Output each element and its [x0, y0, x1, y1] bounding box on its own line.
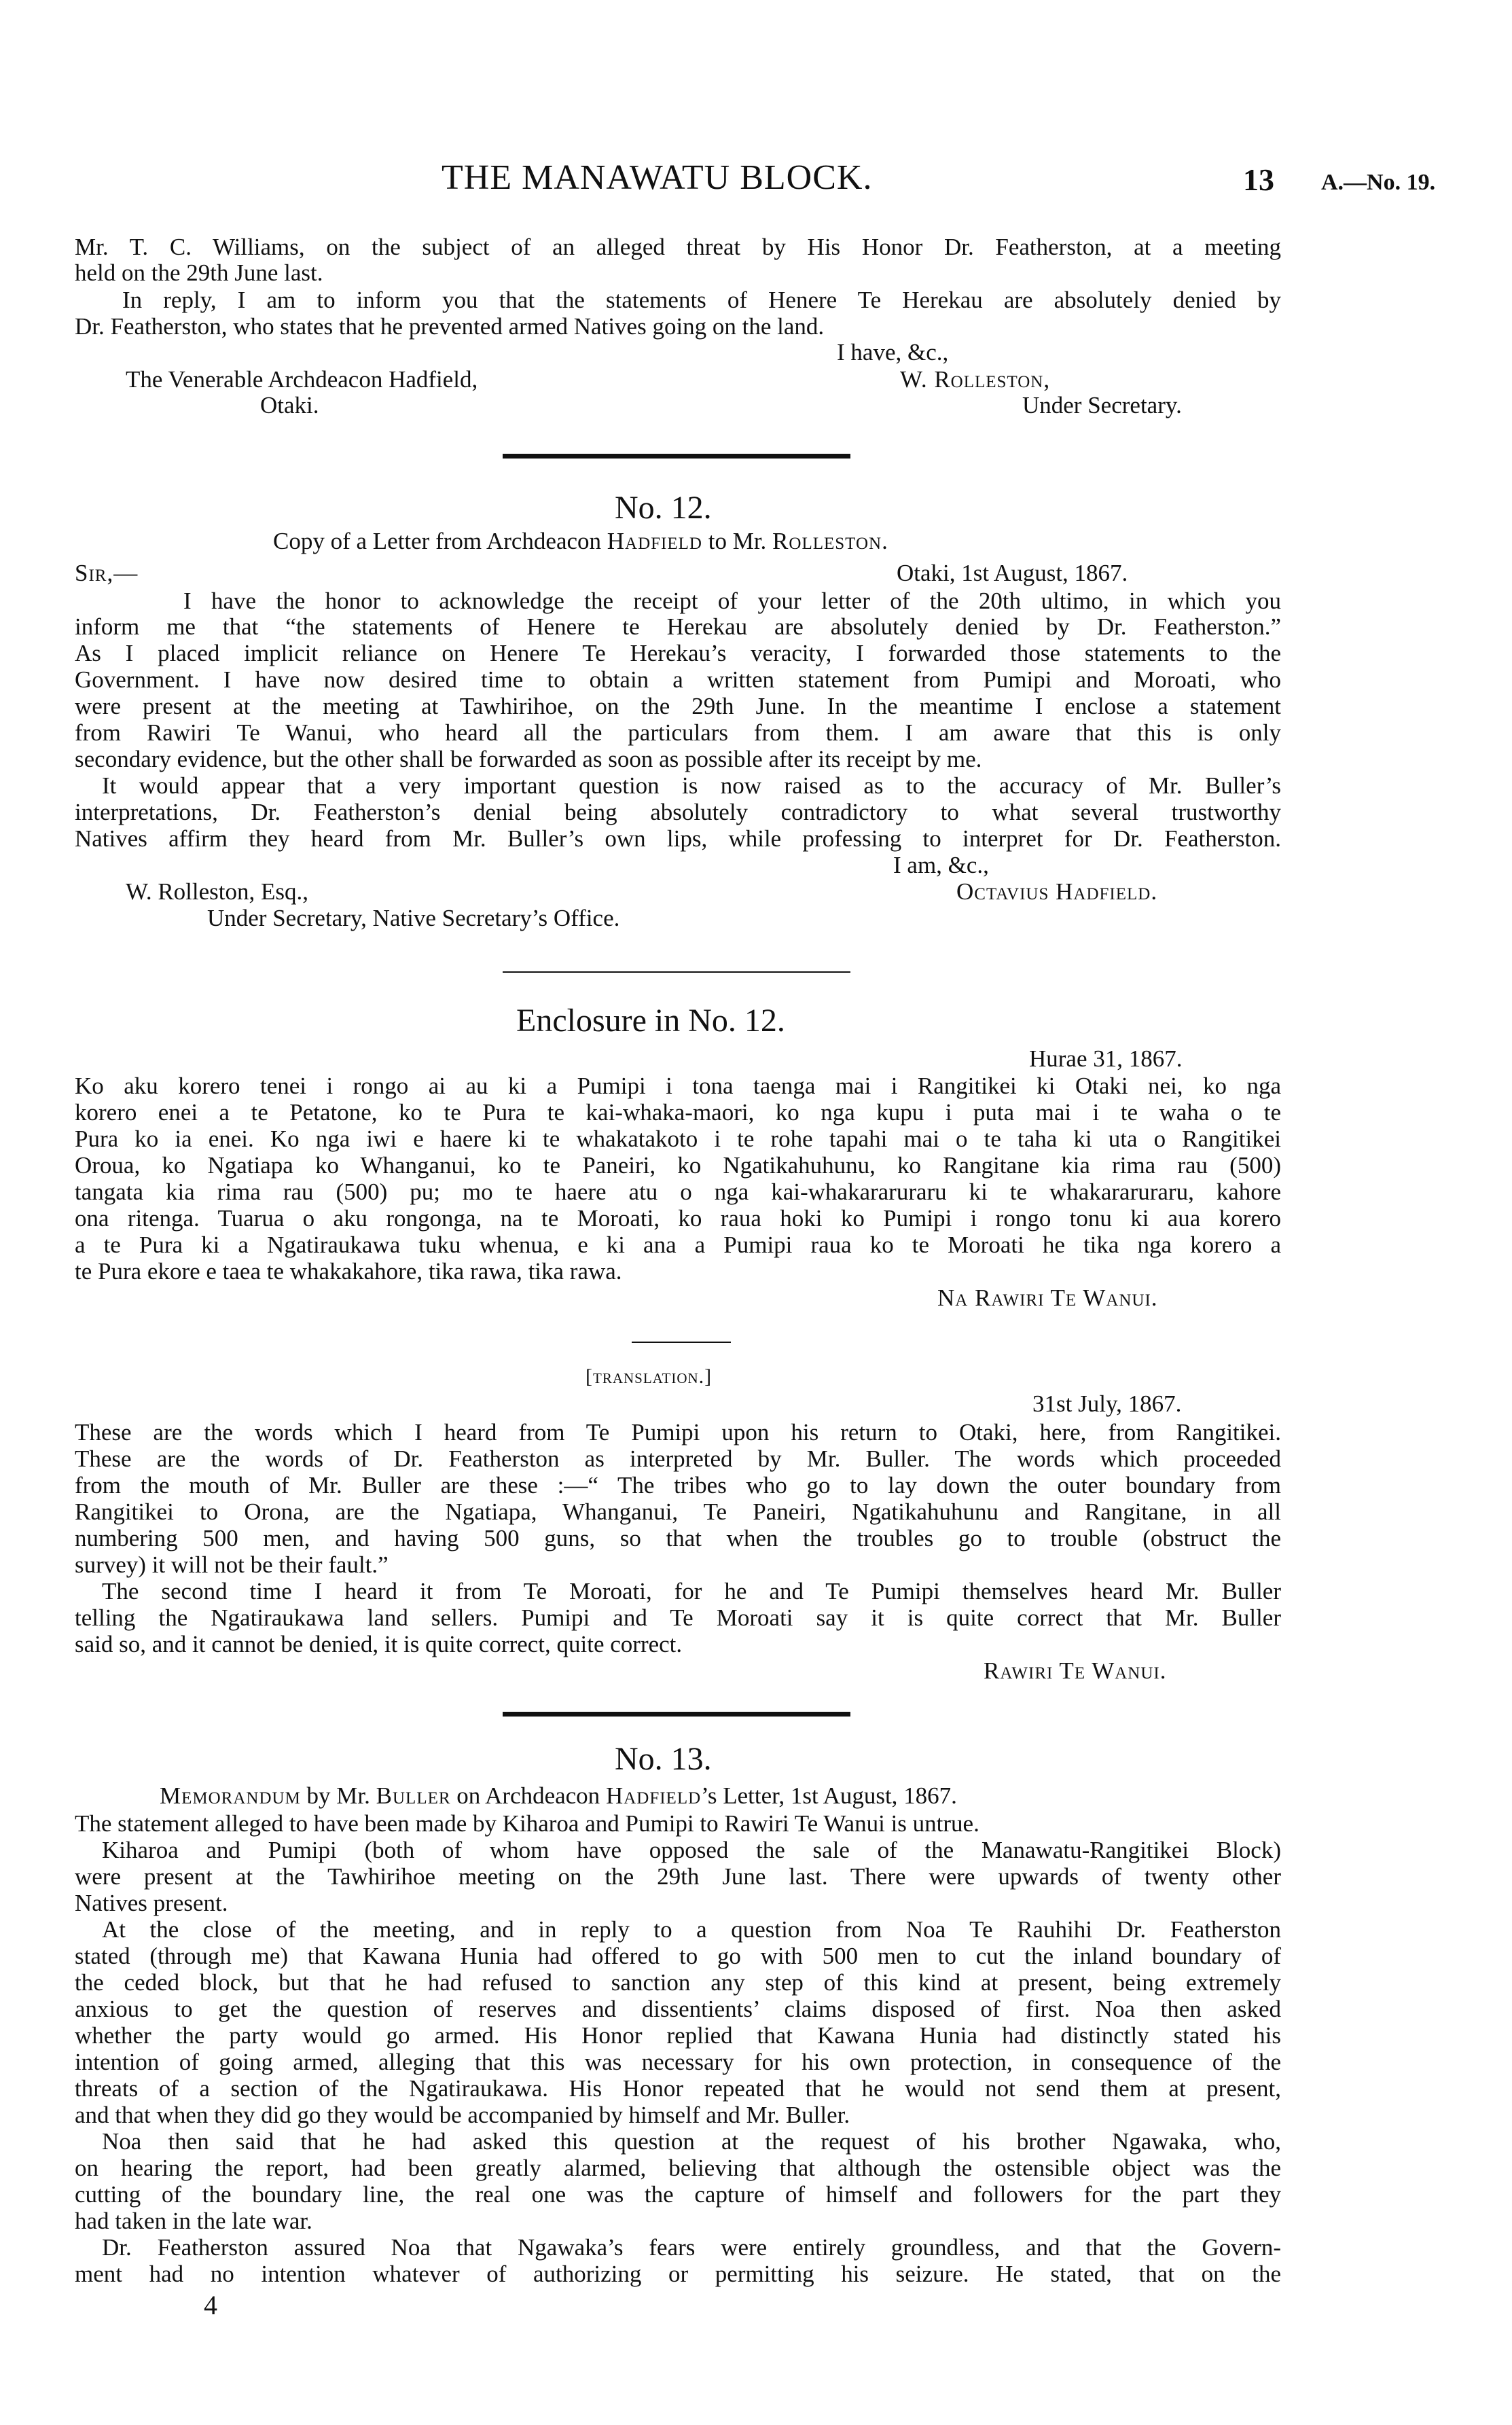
no12-body-line: I have the honor to acknowledge the receipt of your letter of the 20th ultimo, in which you	[183, 588, 1281, 614]
no13-line: intention of going armed, alleging that this was necessary for his own protection, in consequence of the	[75, 2049, 1281, 2075]
no12-closing: I am, &c.,	[893, 852, 989, 878]
intro-signer-title: Under Secretary.	[1022, 392, 1182, 418]
intro-line-3: In reply, I am to inform you that the statements of Henere Te Herekau are absolutely denied by	[122, 287, 1281, 313]
translation-line: These are the words of Dr. Featherston as interpreted by Mr. Buller. The words which proceeded	[75, 1445, 1281, 1472]
no13-line: on hearing the report, had been greatly alarmed, believing that although the ostensible object was the	[75, 2155, 1281, 2181]
intro-line-2: held on the 29th June last.	[75, 259, 323, 286]
no13-line: The statement alleged to have been made by Kiharoa and Pumipi to Rawiri Te Wanui is untrue.	[75, 1810, 979, 1837]
no12-signer: Octavius Hadfield.	[956, 878, 1158, 905]
no13-line: the ceded block, but that he had refused to sanction any step of this kind at present, being extremely	[75, 1969, 1281, 1996]
intro-addressee-place: Otaki.	[260, 392, 319, 418]
translation-line: numbering 500 men, and having 500 guns, so that when the troubles go to trouble (obstruct the	[75, 1525, 1281, 1551]
enclosure-signer: Na Rawiri Te Wanui.	[937, 1285, 1158, 1311]
intro-addressee: The Venerable Archdeacon Hadfield,	[126, 366, 478, 393]
no12-body-line: inform me that “the statements of Henere te Herekau are absolutely denied by Dr. Featherston.”	[75, 613, 1281, 640]
document-reference: A.—No. 19.	[1321, 170, 1436, 195]
translation-line: These are the words which I heard from Te Pumipi upon his return to Otaki, here, from Rangitikei.	[75, 1419, 1281, 1445]
heading-enclosure: Enclosure in No. 12.	[516, 1003, 785, 1039]
intro-closing: I have, &c.,	[837, 339, 949, 365]
no12-addressee-office: Under Secretary, Native Secretary’s Office.	[207, 905, 620, 931]
section-divider	[503, 971, 850, 973]
no12-body-line: Natives affirm they heard from Mr. Buller’s own lips, while professing to interpret for Dr. Featherston.	[75, 825, 1281, 852]
enclosure-line: te Pura ekore e taea te whakakahore, tika rawa, tika rawa.	[75, 1258, 622, 1285]
page-number: 13	[1243, 162, 1274, 197]
heading-no-12: No. 12.	[615, 490, 712, 526]
no12-body-line: secondary evidence, but the other shall be forwarded as soon as possible after its receipt by me.	[75, 746, 982, 772]
translation-line: telling the Ngatiraukawa land sellers. Pumipi and Te Moroati say it is quite correct that Mr. Buller	[75, 1604, 1281, 1631]
enclosure-line: a te Pura ki a Ngatiraukawa tuku whenua, e ki ana a Pumipi raua ko te Moroati he tika nga korero a	[75, 1232, 1281, 1258]
intro-line-4: Dr. Featherston, who states that he prevented armed Natives going on the land.	[75, 313, 825, 340]
no13-line: threats of a section of the Ngatiraukawa. His Honor repeated that he would not send them at present,	[75, 2075, 1281, 2102]
section-divider	[632, 1342, 731, 1343]
no13-line: Kiharoa and Pumipi (both of whom have opposed the sale of the Manawatu-Rangitikei Block)	[102, 1837, 1281, 1863]
no12-addressee: W. Rolleston, Esq.,	[126, 878, 308, 905]
no13-line: were present at the Tawhirihoe meeting on the 29th June last. There were upwards of twenty other	[75, 1863, 1281, 1890]
enclosure-date: Hurae 31, 1867.	[1029, 1045, 1183, 1072]
translation-line: said so, and it cannot be denied, it is quite correct, quite correct.	[75, 1631, 683, 1657]
intro-line-1: Mr. T. C. Williams, on the subject of an alleged threat by His Honor Dr. Featherston, at a meeting	[75, 234, 1281, 260]
section-divider	[503, 1712, 850, 1717]
no13-subtitle: Memorandum by Mr. Buller on Archdeacon Hadfield’s Letter, 1st August, 1867.	[160, 1782, 957, 1809]
heading-translation: [translation.]	[586, 1365, 713, 1388]
translation-line: survey) it will not be their fault.”	[75, 1551, 389, 1578]
translation-date: 31st July, 1867.	[1032, 1390, 1182, 1417]
translation-line: Rangitikei to Orona, are the Ngatiapa, Whanganui, Te Paneiri, Ngatikahuhunu and Rangitane, in all	[75, 1498, 1281, 1525]
intro-signer: W. Rolleston,	[900, 366, 1051, 393]
translation-signer: Rawiri Te Wanui.	[984, 1657, 1167, 1684]
no13-line: had taken in the late war.	[75, 2208, 312, 2234]
no13-line: cutting of the boundary line, the real one was the capture of himself and followers for the part they	[75, 2181, 1281, 2208]
no13-line: anxious to get the question of reserves and dissentients’ claims disposed of first. Noa then asked	[75, 1996, 1281, 2022]
translation-line: from the mouth of Mr. Buller are these :—“ The tribes who go to lay down the outer boundary from	[75, 1472, 1281, 1498]
enclosure-line: Ko aku korero tenei i rongo ai au ki a Pumipi i tona taenga mai i Rangitikei ki Otaki nei, ko nga	[75, 1073, 1281, 1099]
no12-subtitle: Copy of a Letter from Archdeacon Hadfield to Mr. Rolleston.	[273, 528, 888, 554]
enclosure-line: korero enei a te Petatone, ko te Pura te kai-whaka-maori, ko nga kupu i puta mai i te waha o te	[75, 1099, 1281, 1126]
no12-body-line: It would appear that a very important question is now raised as to the accuracy of Mr. Buller’s	[102, 772, 1281, 799]
no13-line: ment had no intention whatever of authorizing or permitting his seizure. He stated, that on the	[75, 2261, 1281, 2287]
no13-line: Noa then said that he had asked this question at the request of his brother Ngawaka, who,	[102, 2128, 1281, 2155]
page-header-title: THE MANAWATU BLOCK.	[442, 158, 873, 197]
no12-body-line: As I placed implicit reliance on Henere Te Herekau’s veracity, I forwarded those statements to the	[75, 640, 1281, 666]
signature-mark: 4	[204, 2290, 217, 2320]
section-divider	[503, 454, 850, 459]
enclosure-line: Oroua, ko Ngatiapa ko Whanganui, ko te Paneiri, ko Ngatikahuhunu, ko Rangitane kia rima rau (500)	[75, 1152, 1281, 1179]
no12-body-line: were present at the meeting at Tawhirihoe, on the 29th June. In the meantime I enclose a statement	[75, 693, 1281, 719]
no12-body-line: Government. I have now desired time to obtain a written statement from Pumipi and Moroati, who	[75, 666, 1281, 693]
no13-line: Natives present.	[75, 1890, 228, 1916]
enclosure-line: tangata kia rima rau (500) pu; mo te haere atu o nga kai-whakararuraru ki te whakararuraru, kahore	[75, 1179, 1281, 1205]
no12-salutation: Sir,—	[75, 560, 139, 586]
no12-body-line: interpretations, Dr. Featherston’s denial being absolutely contradictory to what several trustworthy	[75, 799, 1281, 825]
no13-line: whether the party would go armed. His Honor replied that Kawana Hunia had distinctly stated his	[75, 2022, 1281, 2049]
enclosure-line: ona ritenga. Tuarua o aku rongonga, na te Moroati, ko raua hoki ko Pumipi i rongo tonu ki aua korero	[75, 1205, 1281, 1232]
no12-body-line: from Rawiri Te Wanui, who heard all the particulars from them. I am aware that this is only	[75, 719, 1281, 746]
no13-line: and that when they did go they would be accompanied by himself and Mr. Buller.	[75, 2102, 850, 2128]
no12-place-date: Otaki, 1st August, 1867.	[897, 560, 1128, 586]
heading-no-13: No. 13.	[615, 1741, 712, 1777]
no13-line: stated (through me) that Kawana Hunia had offered to go with 500 men to cut the inland boundary of	[75, 1943, 1281, 1969]
no13-line: Dr. Featherston assured Noa that Ngawaka’s fears were entirely groundless, and that the Govern-	[102, 2234, 1281, 2261]
translation-line: The second time I heard it from Te Moroati, for he and Te Pumipi themselves heard Mr. Buller	[102, 1578, 1281, 1604]
no13-line: At the close of the meeting, and in reply to a question from Noa Te Rauhihi Dr. Featherston	[102, 1916, 1281, 1943]
enclosure-line: Pura ko ia enei. Ko nga iwi e haere ki te whakatakoto i te rohe tapahi mai o te taha ki uta o Rangitikei	[75, 1126, 1281, 1152]
